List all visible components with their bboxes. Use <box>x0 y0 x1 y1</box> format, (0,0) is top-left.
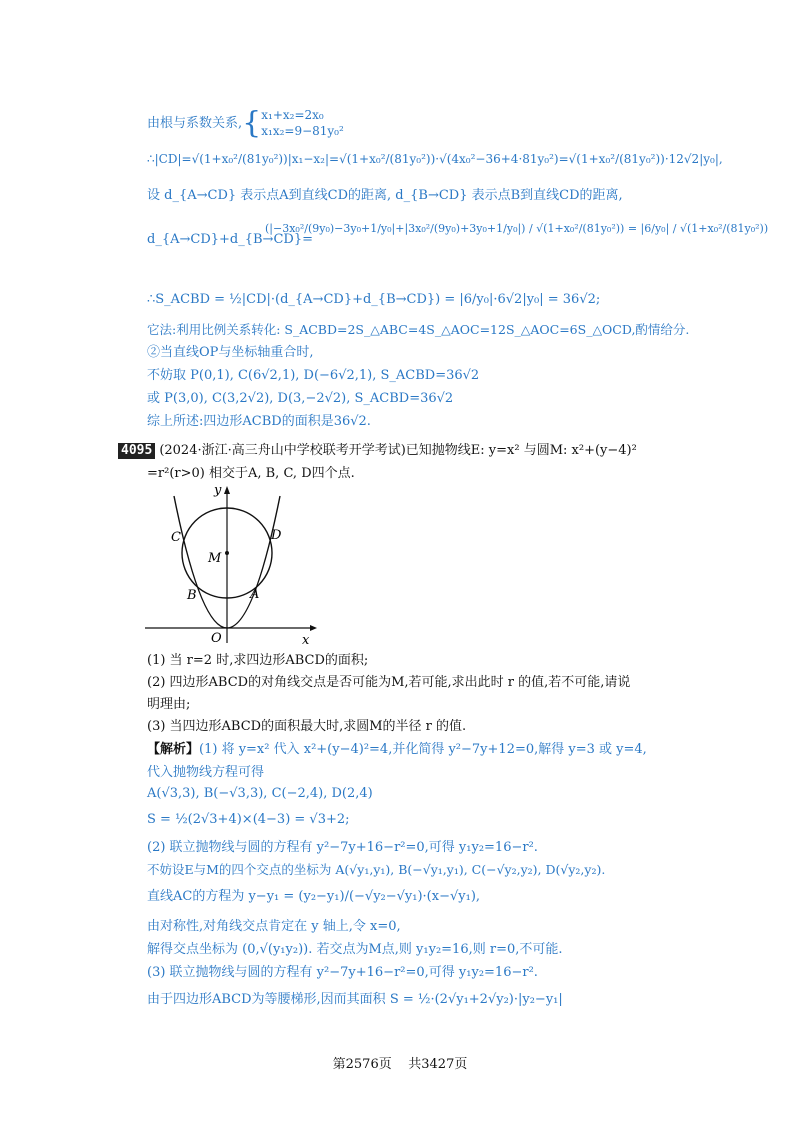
question-2-line-2: 明理由; <box>147 697 191 712</box>
problem-stem-text-1: (2024·浙江·高三舟山中学校联考开学考试)已知抛物线E: y=x² 与圆M: x²+(y−4)² <box>159 443 637 458</box>
solution-line-case2: ②当直线OP与坐标轴重合时, <box>147 345 314 360</box>
solution-line-distance-sum-rhs: (|−3x₀²/(9y₀)−3y₀+1/y₀|+|3x₀²/(9y₀)+3y₀+1/y₀|) / √(1+x₀²/(81y₀²)) = |6/y₀| / √(1+x₀²/(81y₀²)) <box>265 222 769 235</box>
y-axis-arrow-icon <box>224 486 230 494</box>
analysis-line-1 <box>147 742 647 758</box>
question-2-line-1: (2) 四边形ABCD的对角线交点是否可能为M,若可能,求出此时 r 的值,若不可能,请说 <box>147 675 631 690</box>
vieta-system <box>261 108 344 139</box>
x-axis-arrow-icon <box>310 625 317 631</box>
question-3: (3) 当四边形ABCD的面积最大时,求圆M的半径 r 的值. <box>147 719 467 734</box>
analysis-text-1: (1) 将 y=x² 代入 x²+(y−4)²=4,并化简得 y²−7y+12=0,解得 y=3 或 y=4, <box>199 742 647 757</box>
page-total: 共3427页 <box>408 1057 468 1072</box>
point-d-label: D <box>271 528 282 543</box>
point-a-label: A <box>250 587 260 602</box>
question-1: (1) 当 r=2 时,求四边形ABCD的面积; <box>147 653 369 668</box>
analysis-line-2: 代入抛物线方程可得 <box>147 765 265 780</box>
point-c-label: C <box>171 530 181 545</box>
vieta-label: 由根与系数关系, <box>147 116 243 132</box>
solution-line-case2-a: 不妨取 P(0,1), C(6√2,1), D(−6√2,1), S_ACBD=36√2 <box>147 368 480 383</box>
analysis-line-7: 直线AC的方程为 y−y₁ = (y₂−y₁)/(−√y₂−√y₁)·(x−√y₁), <box>147 889 481 904</box>
x-axis-label: x <box>302 633 310 648</box>
analysis-line-8: 由对称性,对角线交点肯定在 y 轴上,令 x=0, <box>147 919 401 934</box>
solution-line-1 <box>147 105 344 141</box>
solution-line-conclusion: 综上所述:四边形ACBD的面积是36√2. <box>147 414 371 429</box>
parabola-circle-figure <box>140 478 320 648</box>
analysis-line-9: 解得交点坐标为 (0,√(y₁y₂)). 若交点为M点,则 y₁y₂=16,则 r=0,不可能. <box>147 942 563 957</box>
brace-icon: { <box>242 105 262 141</box>
page-number: 第2576页 <box>332 1057 392 1072</box>
analysis-tag: 【解析】 <box>147 742 200 757</box>
y-axis-label: y <box>214 483 222 498</box>
analysis-line-11: 由于四边形ABCD为等腰梯形,因而其面积 S = ½·(2√y₁+2√y₂)·|y₂−y₁| <box>147 992 563 1007</box>
analysis-line-5: (2) 联立抛物线与圆的方程有 y²−7y+16−r²=0,可得 y₁y₂=16−r². <box>147 840 538 855</box>
analysis-line-3: A(√3,3), B(−√3,3), C(−2,4), D(2,4) <box>147 786 373 801</box>
solution-line-area: ∴S_ACBD = ½|CD|·(d_{A→CD}+d_{B→CD}) = |6/y₀|·6√2|y₀| = 36√2; <box>147 292 601 307</box>
vieta-eq-2: x₁x₂=9−81y₀² <box>261 123 344 138</box>
vieta-eq-1: x₁+x₂=2x₀ <box>261 108 324 122</box>
point-b-label: B <box>187 588 197 603</box>
center-label: M <box>208 551 222 566</box>
origin-label: O <box>211 631 222 646</box>
problem-stem-line-2: =r²(r>0) 相交于A, B, C, D四个点. <box>147 466 355 481</box>
solution-line-case2-b: 或 P(3,0), C(3,2√2), D(3,−2√2), S_ACBD=36√2 <box>147 391 454 406</box>
solution-line-distance-sum-lhs: d_{A→CD}+d_{B→CD}= <box>147 232 313 247</box>
analysis-line-10: (3) 联立抛物线与圆的方程有 y²−7y+16−r²=0,可得 y₁y₂=16−r². <box>147 965 538 980</box>
solution-line-distance-def: 设 d_{A→CD} 表示点A到直线CD的距离, d_{B→CD} 表示点B到直线CD的距离, <box>147 188 623 203</box>
analysis-line-4: S = ½(2√3+4)×(4−3) = √3+2; <box>147 812 350 827</box>
problem-number-badge: 4095 <box>118 443 155 459</box>
analysis-line-6: 不妨设E与M的四个交点的坐标为 A(√y₁,y₁), B(−√y₁,y₁), C(−√y₂,y₂), D(√y₂,y₂). <box>147 862 606 877</box>
center-point <box>225 551 229 555</box>
solution-line-alt-method: 它法:利用比例关系转化: S_ACBD=2S_△ABC=4S_△AOC=12S_△AOC=6S_△OCD,酌情给分. <box>147 322 690 337</box>
page-footer <box>0 1053 800 1072</box>
problem-stem-line-1 <box>118 443 637 459</box>
solution-line-cd: ∴|CD|=√(1+x₀²/(81y₀²))|x₁−x₂|=√(1+x₀²/(81y₀²))·√(4x₀²−36+4·81y₀²)=√(1+x₀²/(81y₀²))·12√2|y₀|, <box>147 152 723 166</box>
